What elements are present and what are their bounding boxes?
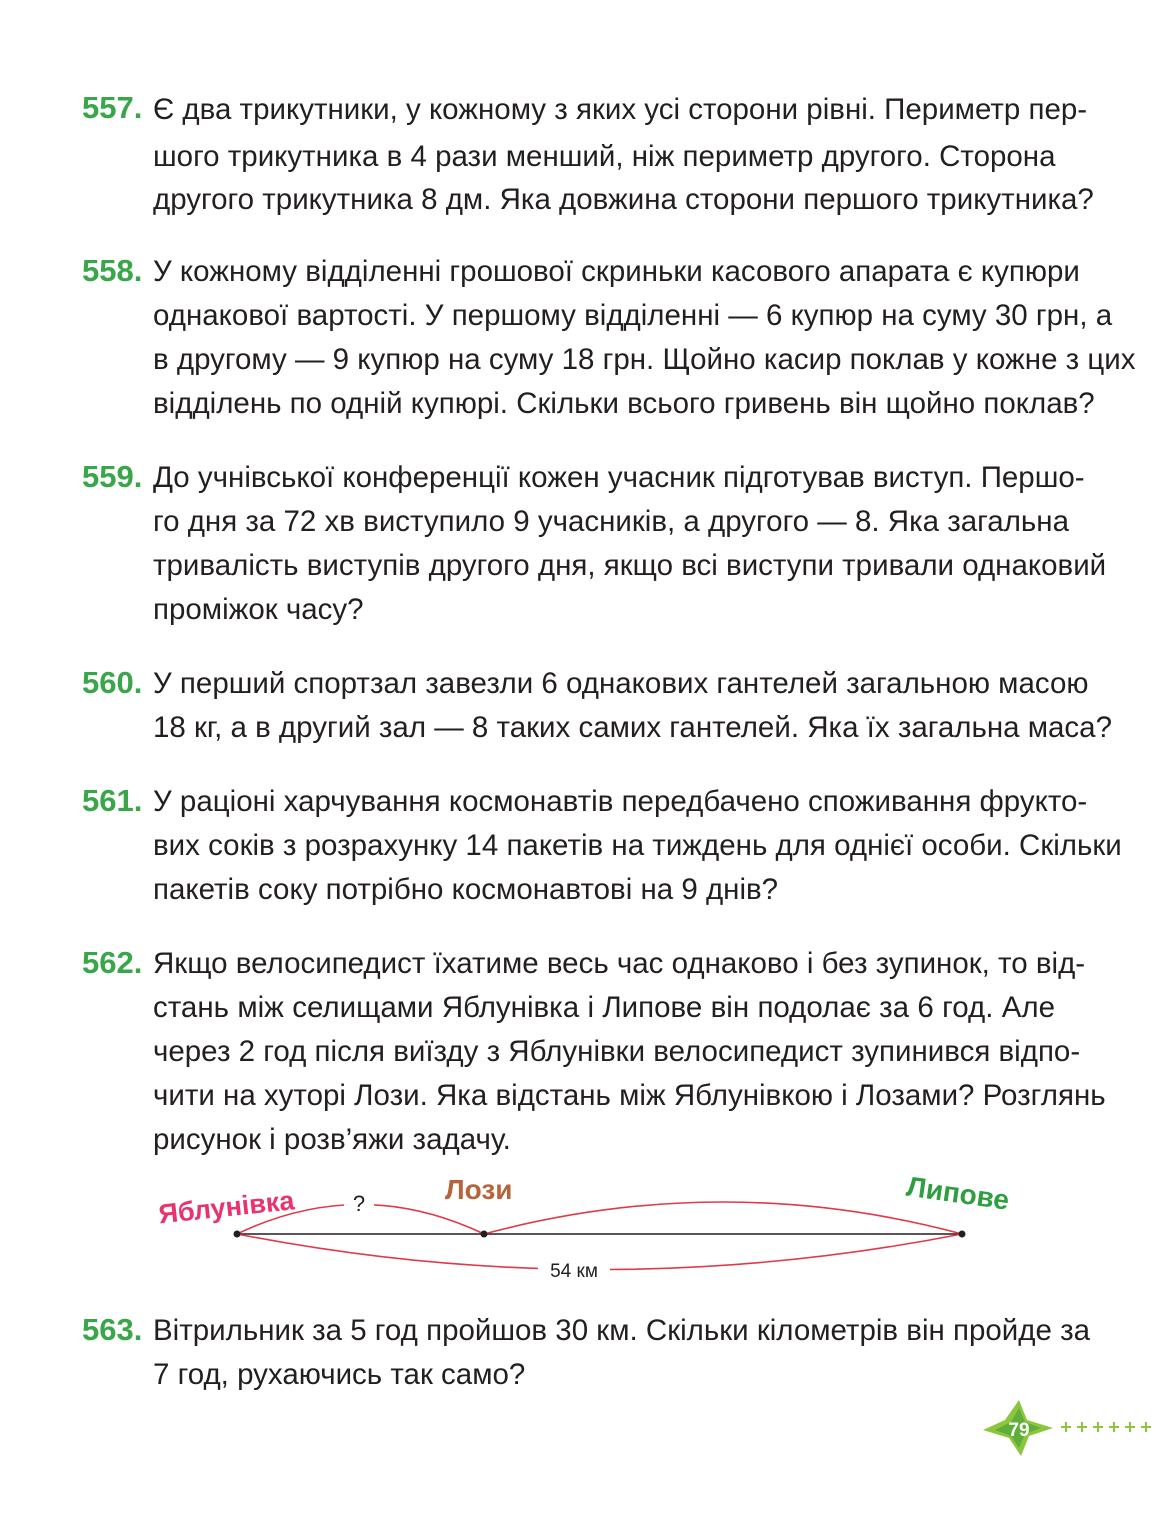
end-town-label: Липове xyxy=(904,1170,1012,1216)
problem-text-line: в другому — 9 купюр на суму 18 грн. Щойно касир поклав у кожне з цих xyxy=(153,343,1136,376)
problem-number: 557. xyxy=(82,90,143,125)
start-point xyxy=(234,1231,241,1238)
problem-text-line: вих соків з розрахунку 14 пакетів на тиждень для однієї особи. Скільки xyxy=(153,829,1122,862)
problem-text-line: го дня за 72 хв виступило 9 учасників, а другого — 8. Яка загальна xyxy=(153,505,1069,538)
problem-text-line: У перший спортзал завезли 6 однакових гантелей загальною масою xyxy=(153,667,1089,700)
start-town-label: Яблунівка xyxy=(157,1185,296,1230)
end-point xyxy=(959,1231,966,1238)
problem-text-line: Є два трикутники, у кожному з яких усі сторони рівні. Периметр пер- xyxy=(153,93,1088,126)
problem-text-line: шого трикутника в 4 рази менший, ніж периметр другого. Сторона xyxy=(153,140,1056,173)
problem-number: 562. xyxy=(82,945,143,980)
problem-text-line: рисунок і розв’яжи задачу. xyxy=(153,1123,511,1156)
problem-text-line: Вітрильник за 5 год пройшов 30 км. Скільки кілометрів він пройде за xyxy=(153,1314,1090,1347)
remaining-distance-arc xyxy=(484,1202,962,1234)
problem-number: 561. xyxy=(82,783,143,818)
problem-text-line: У кожному відділенні грошової скриньки касового апарата є купюри xyxy=(153,255,1080,288)
problem-text-line: 7 год, рухаючись так само? xyxy=(153,1358,526,1391)
problem-text-line: Якщо велосипедист їхатиме весь час однаково і без зупинок, то від- xyxy=(153,947,1086,980)
page-number: 79 xyxy=(1008,1420,1030,1441)
route-diagram xyxy=(140,1165,1040,1295)
stop-point xyxy=(481,1231,488,1238)
problem-text-line: проміжок часу? xyxy=(153,593,364,626)
stop-town-label: Лози xyxy=(445,1174,513,1205)
problem-number: 559. xyxy=(82,459,143,494)
problem-text-line: відділень по одній купюрі. Скільки всього гривень він щойно поклав? xyxy=(153,387,1095,420)
problem-text-line: чити на хуторі Лози. Яка відстань між Яблунівкою і Лозами? Розглянь xyxy=(153,1079,1106,1112)
problem-text-line: однакової вартості. У першому відділенні — 6 купюр на суму 30 грн, а xyxy=(153,299,1113,332)
problem-text-line: тривалість виступів другого дня, якщо всі виступи тривали однаковий xyxy=(153,549,1107,582)
problem-text-line: До учнівської конференції кожен учасник підготував виступ. Першо- xyxy=(153,461,1085,494)
problem-number: 563. xyxy=(82,1312,143,1347)
problem-text-line: стань між селищами Яблунівка і Липове він подолає за 6 год. Але xyxy=(153,991,1055,1024)
badge-plus-decoration xyxy=(1061,1422,1151,1432)
problem-text-line: через 2 год після виїзду з Яблунівки велосипедист зупинився відпо- xyxy=(153,1035,1081,1068)
problem-number: 560. xyxy=(82,665,143,700)
problem-number: 558. xyxy=(82,253,143,288)
page-number-badge xyxy=(975,1398,1162,1458)
unknown-distance-label: ? xyxy=(352,1191,366,1216)
total-distance-label: 54 км xyxy=(550,1261,598,1282)
problem-text-line: 18 кг, а в другий зал — 8 таких самих гантелей. Яка їх загальна маса? xyxy=(153,711,1112,744)
problem-text-line: другого трикутника 8 дм. Яка довжина сторони першого трикутника? xyxy=(153,183,1094,216)
problem-text-line: пакетів соку потрібно космонавтові на 9 днів? xyxy=(153,873,779,906)
problem-text-line: У раціоні харчування космонавтів передбачено споживання фрукто- xyxy=(153,785,1088,818)
